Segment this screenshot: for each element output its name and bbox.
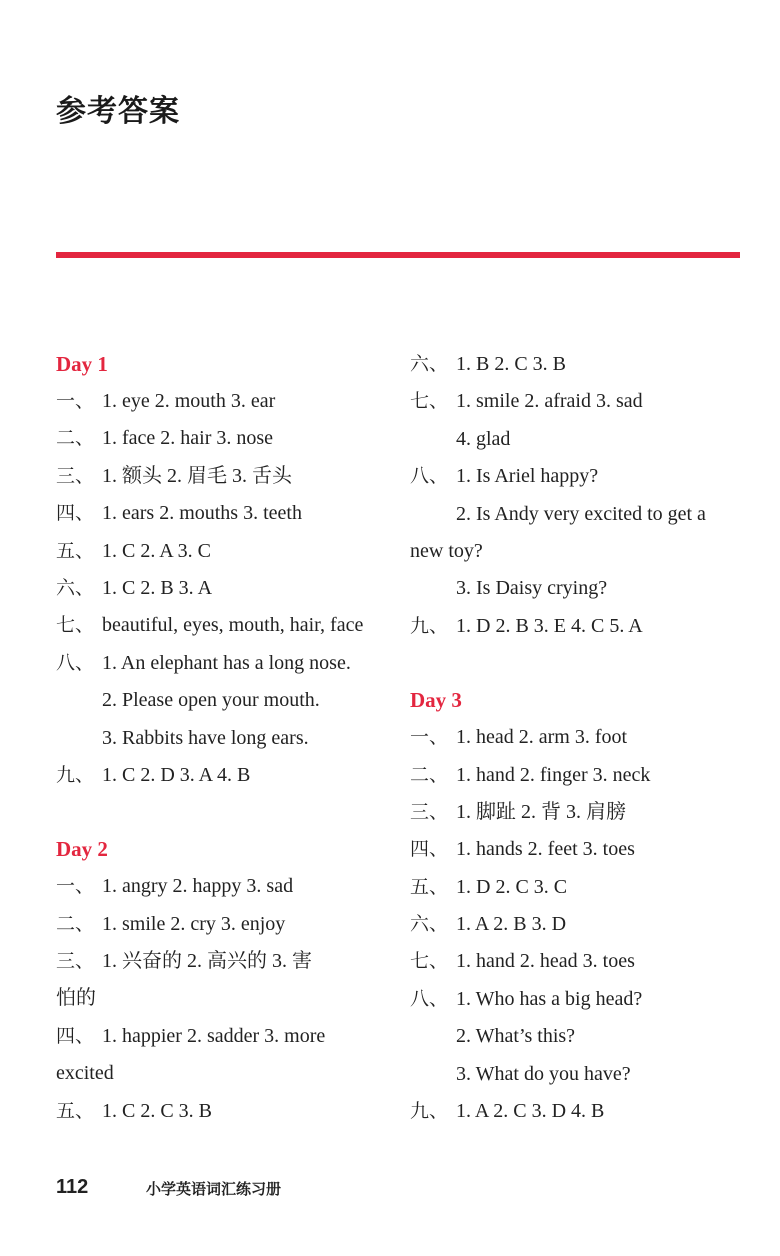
answer-line: 1. 额头 2. 眉毛 3. 舌头 — [102, 464, 292, 487]
answer-line: 1. hand 2. finger 3. neck — [456, 763, 651, 786]
title-divider — [56, 252, 740, 258]
answer-line: 1. Who has a big head? — [456, 987, 643, 1010]
answer-item — [410, 757, 750, 794]
question-number: 九、 — [410, 1100, 449, 1123]
answer-item — [410, 458, 750, 533]
answer-item — [56, 458, 392, 495]
answer-item — [56, 495, 392, 532]
section-gap — [56, 794, 392, 831]
answer-item — [410, 383, 750, 458]
answer-item — [56, 570, 392, 607]
answer-item — [410, 1093, 750, 1130]
answer-line: 2. Is Andy very excited to get a — [456, 502, 706, 525]
answer-item — [410, 533, 750, 570]
answer-item — [56, 1018, 392, 1093]
answer-line: 4. glad — [456, 427, 511, 450]
answer-line: 1. Is Ariel happy? — [456, 465, 599, 488]
question-number: 四、 — [410, 838, 449, 861]
answer-item — [56, 943, 392, 1018]
question-number: 六、 — [56, 576, 95, 599]
question-number: 三、 — [410, 800, 449, 823]
answer-line: 1. C 2. D 3. A 4. B — [102, 763, 251, 786]
right-answer-column — [410, 346, 750, 1130]
answer-item — [410, 608, 750, 645]
question-number: 五、 — [56, 1099, 95, 1122]
answer-line: 2. What’s this? — [456, 1025, 576, 1048]
answer-item — [56, 1093, 392, 1130]
question-number: 六、 — [410, 353, 449, 375]
book-title: 小学英语词汇练习册 — [146, 1180, 282, 1198]
answer-line: 3. Is Daisy crying? — [456, 577, 608, 600]
answer-line: 3. What do you have? — [456, 1062, 631, 1085]
answer-item — [56, 868, 392, 905]
question-number: 八、 — [410, 987, 449, 1010]
answer-line: excited — [56, 1062, 114, 1085]
question-number: 七、 — [56, 614, 95, 637]
answer-line: 1. 脚趾 2. 背 3. 肩膀 — [456, 800, 626, 823]
question-number: 六、 — [410, 913, 449, 936]
question-number: 八、 — [56, 651, 95, 674]
answer-item — [410, 906, 750, 943]
question-number — [410, 570, 456, 607]
page-title: 参考答案 — [56, 94, 180, 129]
answer-line: 3. Rabbits have long ears. — [102, 726, 309, 749]
answer-item — [56, 607, 392, 644]
answer-line: 1. head 2. arm 3. foot — [456, 726, 628, 749]
left-answer-column — [56, 346, 392, 1130]
question-number: 五、 — [410, 875, 449, 898]
answer-item — [410, 869, 750, 906]
question-number: 四、 — [56, 502, 95, 525]
answer-line: 1. smile 2. cry 3. enjoy — [102, 912, 286, 935]
answer-line: 1. angry 2. happy 3. sad — [102, 875, 294, 898]
answer-line: new toy? — [410, 539, 483, 562]
day-heading: Day 2 — [56, 837, 108, 862]
answer-line: beautiful, eyes, mouth, hair, face — [102, 614, 364, 637]
question-number: 九、 — [410, 614, 449, 637]
answer-line: 1. happier 2. sadder 3. more — [102, 1024, 326, 1047]
day-heading: Day 1 — [56, 352, 108, 376]
answer-item — [410, 570, 750, 607]
answer-line: 2. Please open your mouth. — [102, 689, 320, 712]
answer-line: 1. A 2. C 3. D 4. B — [456, 1100, 605, 1123]
answer-item — [56, 645, 392, 757]
answer-item — [56, 757, 392, 794]
answer-line: 1. C 2. A 3. C — [102, 539, 211, 562]
question-number: 七、 — [410, 390, 449, 413]
answer-item — [410, 346, 750, 383]
answer-line: 1. D 2. B 3. E 4. C 5. A — [456, 614, 643, 637]
question-number: 二、 — [56, 427, 95, 450]
answer-line: 1. C 2. C 3. B — [102, 1099, 213, 1122]
answer-item — [410, 943, 750, 980]
answer-line: 1. face 2. hair 3. nose — [102, 427, 274, 450]
question-number: 一、 — [410, 726, 449, 749]
question-number: 九、 — [56, 763, 95, 786]
page-number: 112 — [56, 1176, 89, 1198]
question-number: 三、 — [56, 950, 95, 973]
answer-line: 1. eye 2. mouth 3. ear — [102, 390, 276, 412]
question-number: 二、 — [56, 912, 95, 935]
answer-item — [56, 533, 392, 570]
answer-line: 1. D 2. C 3. C — [456, 875, 568, 898]
answer-item — [56, 383, 392, 420]
answer-line: 1. A 2. B 3. D — [456, 913, 567, 936]
day-heading: Day 3 — [410, 688, 462, 713]
question-number: 八、 — [410, 465, 449, 488]
question-number: 二、 — [410, 763, 449, 786]
answer-line: 1. C 2. B 3. A — [102, 576, 213, 599]
answer-line: 怕的 — [56, 987, 96, 1010]
answer-item — [56, 420, 392, 457]
answer-item — [410, 981, 750, 1093]
question-number: 七、 — [410, 950, 449, 973]
answer-line: 1. smile 2. afraid 3. sad — [456, 390, 643, 413]
question-number: 一、 — [56, 875, 95, 898]
answer-line: 1. hand 2. head 3. toes — [456, 950, 635, 973]
question-number: 五、 — [56, 539, 95, 562]
answer-line: 1. ears 2. mouths 3. teeth — [102, 502, 302, 525]
question-number: 四、 — [56, 1024, 95, 1047]
answer-line: 1. An elephant has a long nose. — [102, 651, 351, 674]
answer-line: 1. B 2. C 3. B — [456, 353, 567, 375]
section-gap — [410, 645, 750, 682]
answer-item — [56, 906, 392, 943]
answer-line: 1. hands 2. feet 3. toes — [456, 838, 635, 861]
question-number: 三、 — [56, 464, 95, 487]
answer-item — [410, 831, 750, 868]
answer-line: 1. 兴奋的 2. 高兴的 3. 害 — [102, 950, 312, 973]
question-number: 一、 — [56, 390, 95, 412]
answer-item — [410, 794, 750, 831]
answer-item — [410, 719, 750, 756]
